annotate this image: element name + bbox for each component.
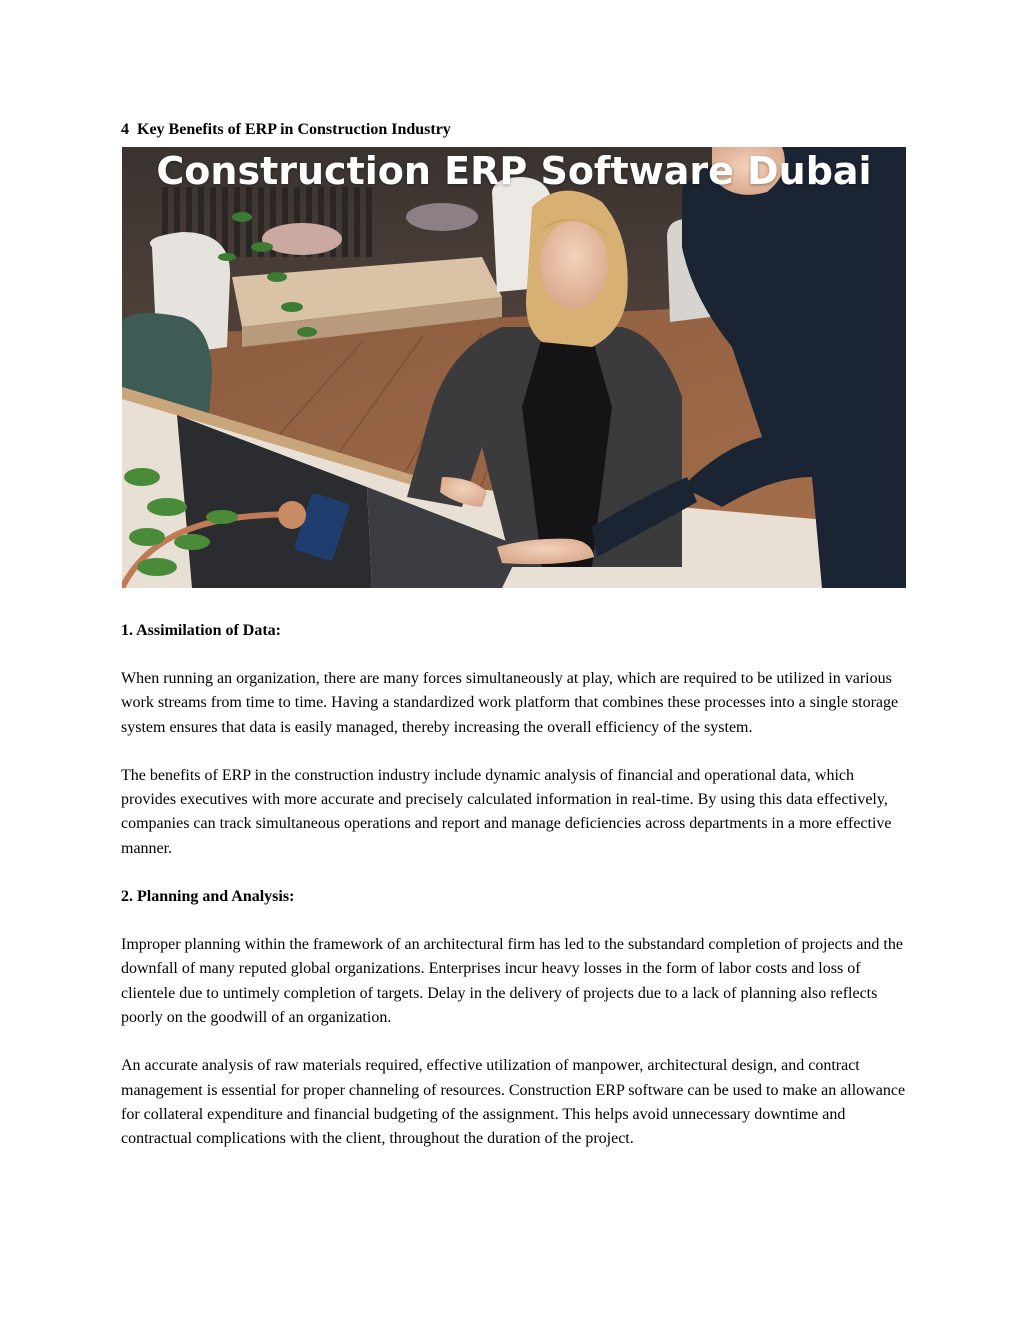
banner-caption: Construction ERP Software Dubai — [156, 149, 872, 193]
paragraph: Improper planning within the framework of an architectural firm has led to the substandard completion of projects and the downfall of many reputed global organizations. Enterprises incur heavy losses in the form of labor costs and loss of clientele due to untimely completion of targets. Delay in the delivery of projects due to a lack of planning also reflects poorly on the goodwill of an organization. — [121, 936, 903, 1026]
section-heading: 2. Planning and Analysis: — [121, 888, 295, 906]
article-body — [121, 619, 911, 1151]
banner-image — [122, 147, 906, 588]
paragraph: When running an organization, there are many forces simultaneously at play, which are required to be utilized in various work streams from time to time. Having a standardized work platform that combines these processes into a single storage system ensures that data is easily managed, thereby increasing the overall efficiency of the system. — [121, 670, 899, 736]
paragraph: An accurate analysis of raw materials required, effective utilization of manpower, architectural design, and contract management is essential for proper channeling of resources. Construction ERP software can be used to make an allowance for collateral expenditure and financial budgeting of the assignment. This helps avoid unnecessary downtime and contractual complications with the client, throughout the duration of the project. — [121, 1057, 906, 1148]
section-heading: 1. Assimilation of Data: — [121, 622, 281, 639]
paragraph: The benefits of ERP in the construction industry include dynamic analysis of financial and operational data, which provides executives with more accurate and precisely calculated information in real-time. By using this data effectively, companies can track simultaneous operations and report and manage deficiencies across departments in a more effective manner. — [121, 766, 892, 857]
page-title: 4 Key Benefits of ERP in Construction Industry — [121, 121, 451, 138]
office-scene-illustration — [122, 147, 906, 588]
